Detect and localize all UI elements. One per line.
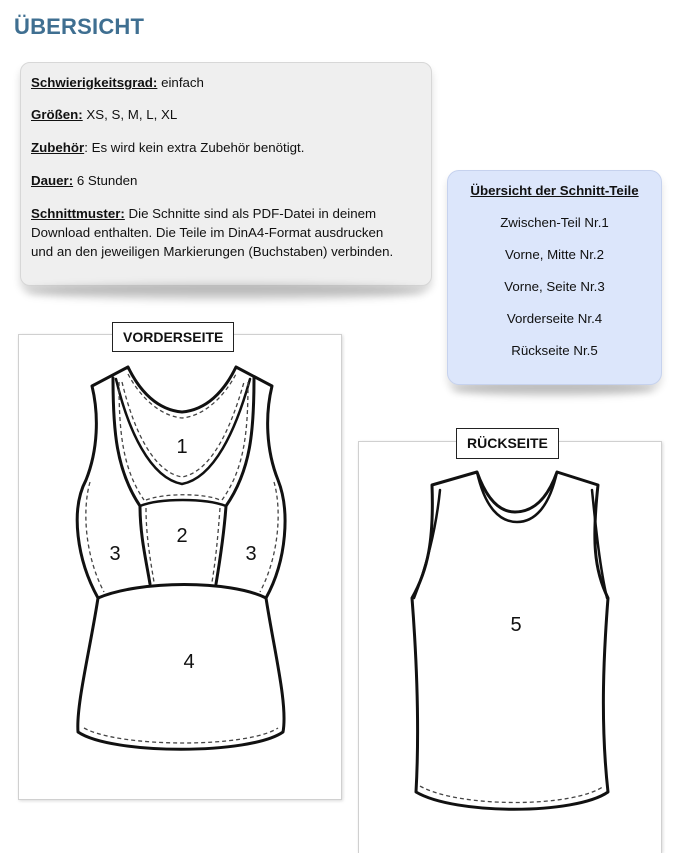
difficulty-label: Schwierigkeitsgrad: bbox=[31, 75, 158, 90]
parts-title: Übersicht der Schnitt-Teile bbox=[470, 183, 639, 198]
duration-value: 6 Stunden bbox=[73, 173, 138, 188]
front-stitch-neck-inner bbox=[122, 382, 244, 477]
part-number-3-left: 3 bbox=[109, 543, 121, 565]
pattern-label: Schnittmuster: bbox=[31, 206, 125, 221]
difficulty-value: einfach bbox=[157, 75, 204, 90]
pattern-line-3: und an den jeweiligen Markierungen (Buchstaben) verbinden. bbox=[31, 244, 394, 259]
pattern-line-1: Die Schnitte sind als PDF-Datei in deinem bbox=[124, 206, 377, 221]
part-number-1: 1 bbox=[176, 436, 188, 458]
front-neck-inner bbox=[116, 379, 250, 484]
duration-label: Dauer: bbox=[31, 173, 74, 188]
part-number-2: 2 bbox=[176, 525, 188, 547]
page-title: ÜBERSICHT bbox=[14, 14, 145, 39]
front-underbust-seam bbox=[98, 585, 266, 599]
back-stitch-hem bbox=[420, 786, 604, 803]
part-item: Vorderseite Nr.4 bbox=[506, 311, 603, 326]
pattern-line-2: Download enthalten. Die Teile im DinA4-Format ausdrucken bbox=[31, 225, 384, 240]
front-zwischen-teil-bottom bbox=[140, 500, 226, 506]
sizes-label: Größen: bbox=[31, 107, 83, 122]
back-view-label: RÜCKSEITE bbox=[456, 428, 559, 459]
part-number-3-right: 3 bbox=[245, 543, 257, 565]
part-number-5: 5 bbox=[510, 614, 522, 636]
part-item: Rückseite Nr.5 bbox=[511, 343, 598, 358]
sizes-value: XS, S, M, L, XL bbox=[82, 107, 178, 122]
accessories-value: : Es wird kein extra Zubehör benötigt. bbox=[84, 140, 305, 155]
part-item: Vorne, Seite Nr.3 bbox=[504, 279, 605, 294]
part-number-4: 4 bbox=[183, 651, 195, 673]
part-item: Zwischen-Teil Nr.1 bbox=[500, 215, 609, 230]
back-outline bbox=[412, 472, 608, 809]
part-item: Vorne, Mitte Nr.2 bbox=[504, 247, 605, 262]
front-stitch-hem bbox=[84, 728, 278, 743]
back-armhole-left bbox=[414, 490, 440, 598]
front-view-label: VORDERSEITE bbox=[112, 322, 234, 352]
accessories-label: Zubehör bbox=[31, 140, 85, 155]
